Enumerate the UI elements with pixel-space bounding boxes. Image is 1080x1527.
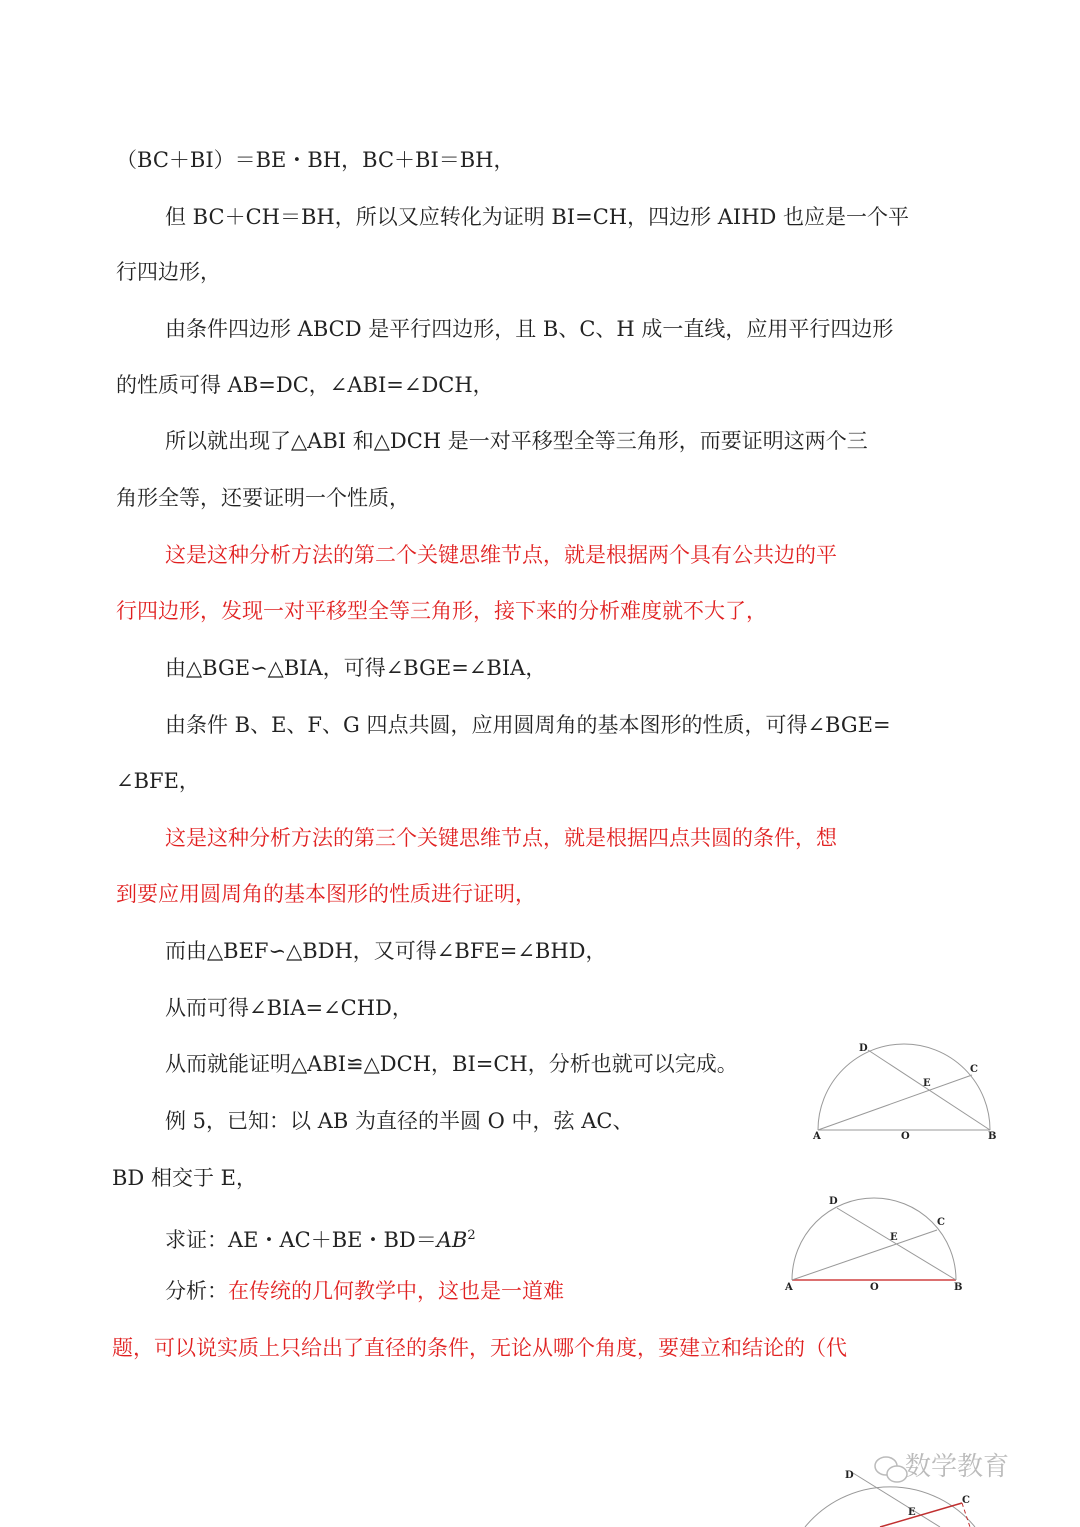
highlight-line: 这是这种分析方法的第二个关键思维节点，就是根据两个具有公共边的平 <box>165 543 837 567</box>
chord-bd <box>868 1050 990 1130</box>
label-b: B <box>954 1282 963 1293</box>
watermark: 数学教育 <box>905 1452 1010 1482</box>
text-line: 角形全等，还要证明一个性质， <box>116 486 410 510</box>
diagram-2-labels <box>784 1196 962 1293</box>
label-a: A <box>785 1282 793 1293</box>
semicircle-arc <box>792 1198 956 1280</box>
text-line: 由条件 B、E、F、G 四点共圆，应用圆周角的基本图形的性质，可得∠BGE= <box>165 713 891 737</box>
label-d: D <box>845 1470 854 1481</box>
highlight-line: 这是这种分析方法的第三个关键思维节点，就是根据四点共圆的条件，想 <box>165 826 837 850</box>
proof-exponent: 2 <box>467 1228 476 1243</box>
text-line: ∠BFE， <box>116 769 200 793</box>
label-c: C <box>970 1064 978 1075</box>
analysis-label: 分析： <box>165 1279 228 1303</box>
chord-ac-highlighted <box>880 1503 962 1527</box>
label-b: B <box>988 1131 997 1142</box>
proof-prefix: 求证：AE・AC＋BE・BD＝ <box>165 1228 437 1252</box>
text-line: 但 BC＋CH＝BH，所以又应转化为证明 BI=CH，四边形 AIHD 也应是一个平 <box>165 205 910 229</box>
text-line: 而由△BEF∽△BDH，又可得∠BFE=∠BHD， <box>165 939 607 963</box>
label-e: E <box>908 1507 916 1518</box>
text-line: 例 5，已知：以 AB 为直径的半圆 O 中，弦 AC、 <box>165 1109 634 1133</box>
label-c: C <box>962 1495 970 1506</box>
text-line: 从而可得∠BIA=∠CHD， <box>165 996 413 1020</box>
semicircle-diagram-1 <box>818 1044 990 1130</box>
text-line: 由△BGE∽△BIA，可得∠BGE=∠BIA， <box>165 656 547 680</box>
highlight-line: 题，可以说实质上只给出了直径的条件，无论从哪个角度，要建立和结论的（代 <box>112 1336 847 1360</box>
label-c: C <box>937 1217 945 1228</box>
proof-ab: AB <box>436 1228 468 1252</box>
highlight-line: 到要应用圆周角的基本图形的性质进行证明， <box>116 882 536 906</box>
semicircle-diagram-2 <box>792 1198 956 1280</box>
label-o: O <box>901 1131 910 1142</box>
label-d: D <box>829 1196 838 1207</box>
text-line: 从而就能证明△ABI≌△DCH，BI=CH，分析也就可以完成。 <box>165 1052 738 1076</box>
label-e: E <box>890 1232 898 1243</box>
label-d: D <box>859 1043 868 1054</box>
label-e: E <box>923 1078 931 1089</box>
label-a: A <box>813 1131 821 1142</box>
semicircle-arc <box>818 1044 990 1130</box>
text-line: 由条件四边形 ABCD 是平行四边形，且 B、C、H 成一直线，应用平行四边形 <box>165 317 894 341</box>
label-o: O <box>870 1282 879 1293</box>
highlight-line: 行四边形，发现一对平移型全等三角形，接下来的分析难度就不大了， <box>116 599 767 623</box>
analysis-text: 在传统的几何教学中，这也是一道难 <box>228 1279 564 1303</box>
text-line: 的性质可得 AB=DC，∠ABI=∠DCH， <box>116 373 494 397</box>
text-line: （BC＋BI）＝BE・BH，BC＋BI＝BH， <box>116 148 515 172</box>
text-line: BD 相交于 E， <box>112 1166 257 1190</box>
diagram-1-labels <box>812 1043 996 1142</box>
text-line: 行四边形， <box>116 260 221 284</box>
text-line: 所以就出现了△ABI 和△DCH 是一对平移型全等三角形，而要证明这两个三 <box>165 429 868 453</box>
wechat-icon <box>875 1457 907 1482</box>
